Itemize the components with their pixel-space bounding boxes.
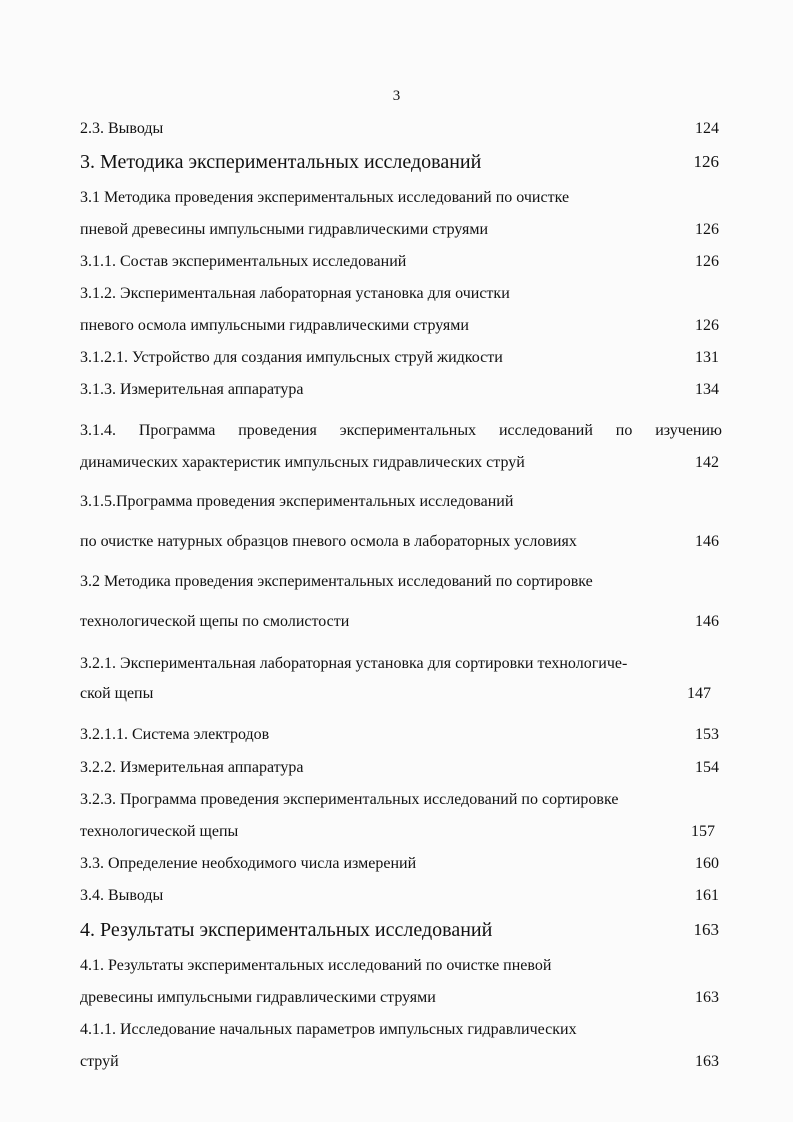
toc-entry-3-1-3-page: 134: [695, 381, 719, 398]
toc-entry-4-1-1-page: 163: [695, 1053, 719, 1070]
toc-entry-3-4-title: 3.4. Выводы: [80, 887, 164, 904]
toc-entry-3-2-2-title: 3.2.2. Измерительная аппаратура: [80, 759, 304, 776]
toc-chapter-3-title: 3. Методика экспериментальных исследований: [80, 151, 482, 173]
toc-entry-4-1-line2: древесины импульсными гидравлическими струями: [80, 989, 436, 1006]
toc-entry-3-2-1-line2: ской щепы: [80, 685, 154, 702]
toc-entry-2-3-page: 124: [695, 120, 719, 137]
toc-entry-3-2-1-line1: 3.2.1. Экспериментальная лабораторная установка для сортировки технологиче-: [80, 655, 628, 672]
toc-entry-3-1-5-line2: по очистке натурных образцов пневого осмола в лабораторных условиях: [80, 533, 577, 550]
toc-entry-3-1-line2: пневой древесины импульсными гидравлическими струями: [80, 221, 488, 238]
toc-entry-3-2-1-page: 147: [687, 685, 711, 702]
toc-entry-3-1-4-line1: 3.1.4. Программа проведения экспериментальных исследований по изучению: [80, 422, 722, 439]
toc-entry-3-1-4-line2: динамических характеристик импульсных гидравлических струй: [80, 454, 525, 471]
toc-entry-3-3-title: 3.3. Определение необходимого числа измерений: [80, 855, 417, 872]
toc-entry-3-1-page: 126: [695, 221, 719, 238]
toc-entry-3-1-5-line1: 3.1.5.Программа проведения экспериментальных исследований: [80, 493, 514, 510]
toc-entry-3-1-4-page: 142: [695, 454, 719, 471]
toc-entry-3-1-2-line1: 3.1.2. Экспериментальная лабораторная установка для очистки: [80, 285, 510, 302]
toc-chapter-4-page: 163: [693, 920, 719, 939]
toc-entry-3-4-page: 161: [695, 887, 719, 904]
toc-entry-3-2-3-line1: 3.2.3. Программа проведения экспериментальных исследований по сортировке: [80, 791, 619, 808]
toc-entry-4-1-1-line1: 4.1.1. Исследование начальных параметров импульсных гидравлических: [80, 1021, 577, 1038]
toc-entry-3-2-line2: технологической щепы по смолистости: [80, 613, 350, 630]
toc-entry-3-1-3-title: 3.1.3. Измерительная аппаратура: [80, 381, 304, 398]
toc-entry-3-2-3-line2: технологической щепы: [80, 823, 239, 840]
toc-chapter-3-page: 126: [693, 152, 719, 171]
toc-entry-3-2-line1: 3.2 Методика проведения экспериментальных исследований по сортировке: [80, 573, 593, 590]
toc-entry-4-1-line1: 4.1. Результаты экспериментальных исследований по очистке пневой: [80, 957, 552, 974]
toc-chapter-4-title: 4. Результаты экспериментальных исследований: [80, 919, 493, 941]
toc-entry-3-1-1-page: 126: [695, 253, 719, 270]
toc-entry-3-3-page: 160: [695, 855, 719, 872]
toc-entry-3-1-1-title: 3.1.1. Состав экспериментальных исследований: [80, 253, 407, 270]
toc-entry-3-1-2-1-title: 3.1.2.1. Устройство для создания импульсных струй жидкости: [80, 349, 503, 366]
toc-entry-3-1-2-1-page: 131: [695, 349, 719, 366]
toc-entry-4-1-1-line2: струй: [80, 1053, 119, 1070]
toc-entry-3-2-2-page: 154: [695, 759, 719, 776]
toc-entry-3-1-2-page: 126: [695, 317, 719, 334]
toc-entry-3-1-line1: 3.1 Методика проведения экспериментальных исследований по очистке: [80, 189, 570, 206]
toc-entry-3-2-1-1-page: 153: [695, 726, 719, 743]
toc-entry-4-1-page: 163: [695, 989, 719, 1006]
toc-entry-3-2-1-1-title: 3.2.1.1. Система электродов: [80, 726, 270, 743]
toc-entry-3-2-3-page: 157: [691, 823, 715, 840]
toc-entry-2-3-title: 2.3. Выводы: [80, 120, 164, 137]
toc-entry-3-1-5-page: 146: [695, 533, 719, 550]
toc-entry-3-2-page: 146: [695, 613, 719, 630]
page-number: 3: [392, 88, 401, 104]
toc-entry-3-1-2-line2: пневого осмола импульсными гидравлическими струями: [80, 317, 469, 334]
